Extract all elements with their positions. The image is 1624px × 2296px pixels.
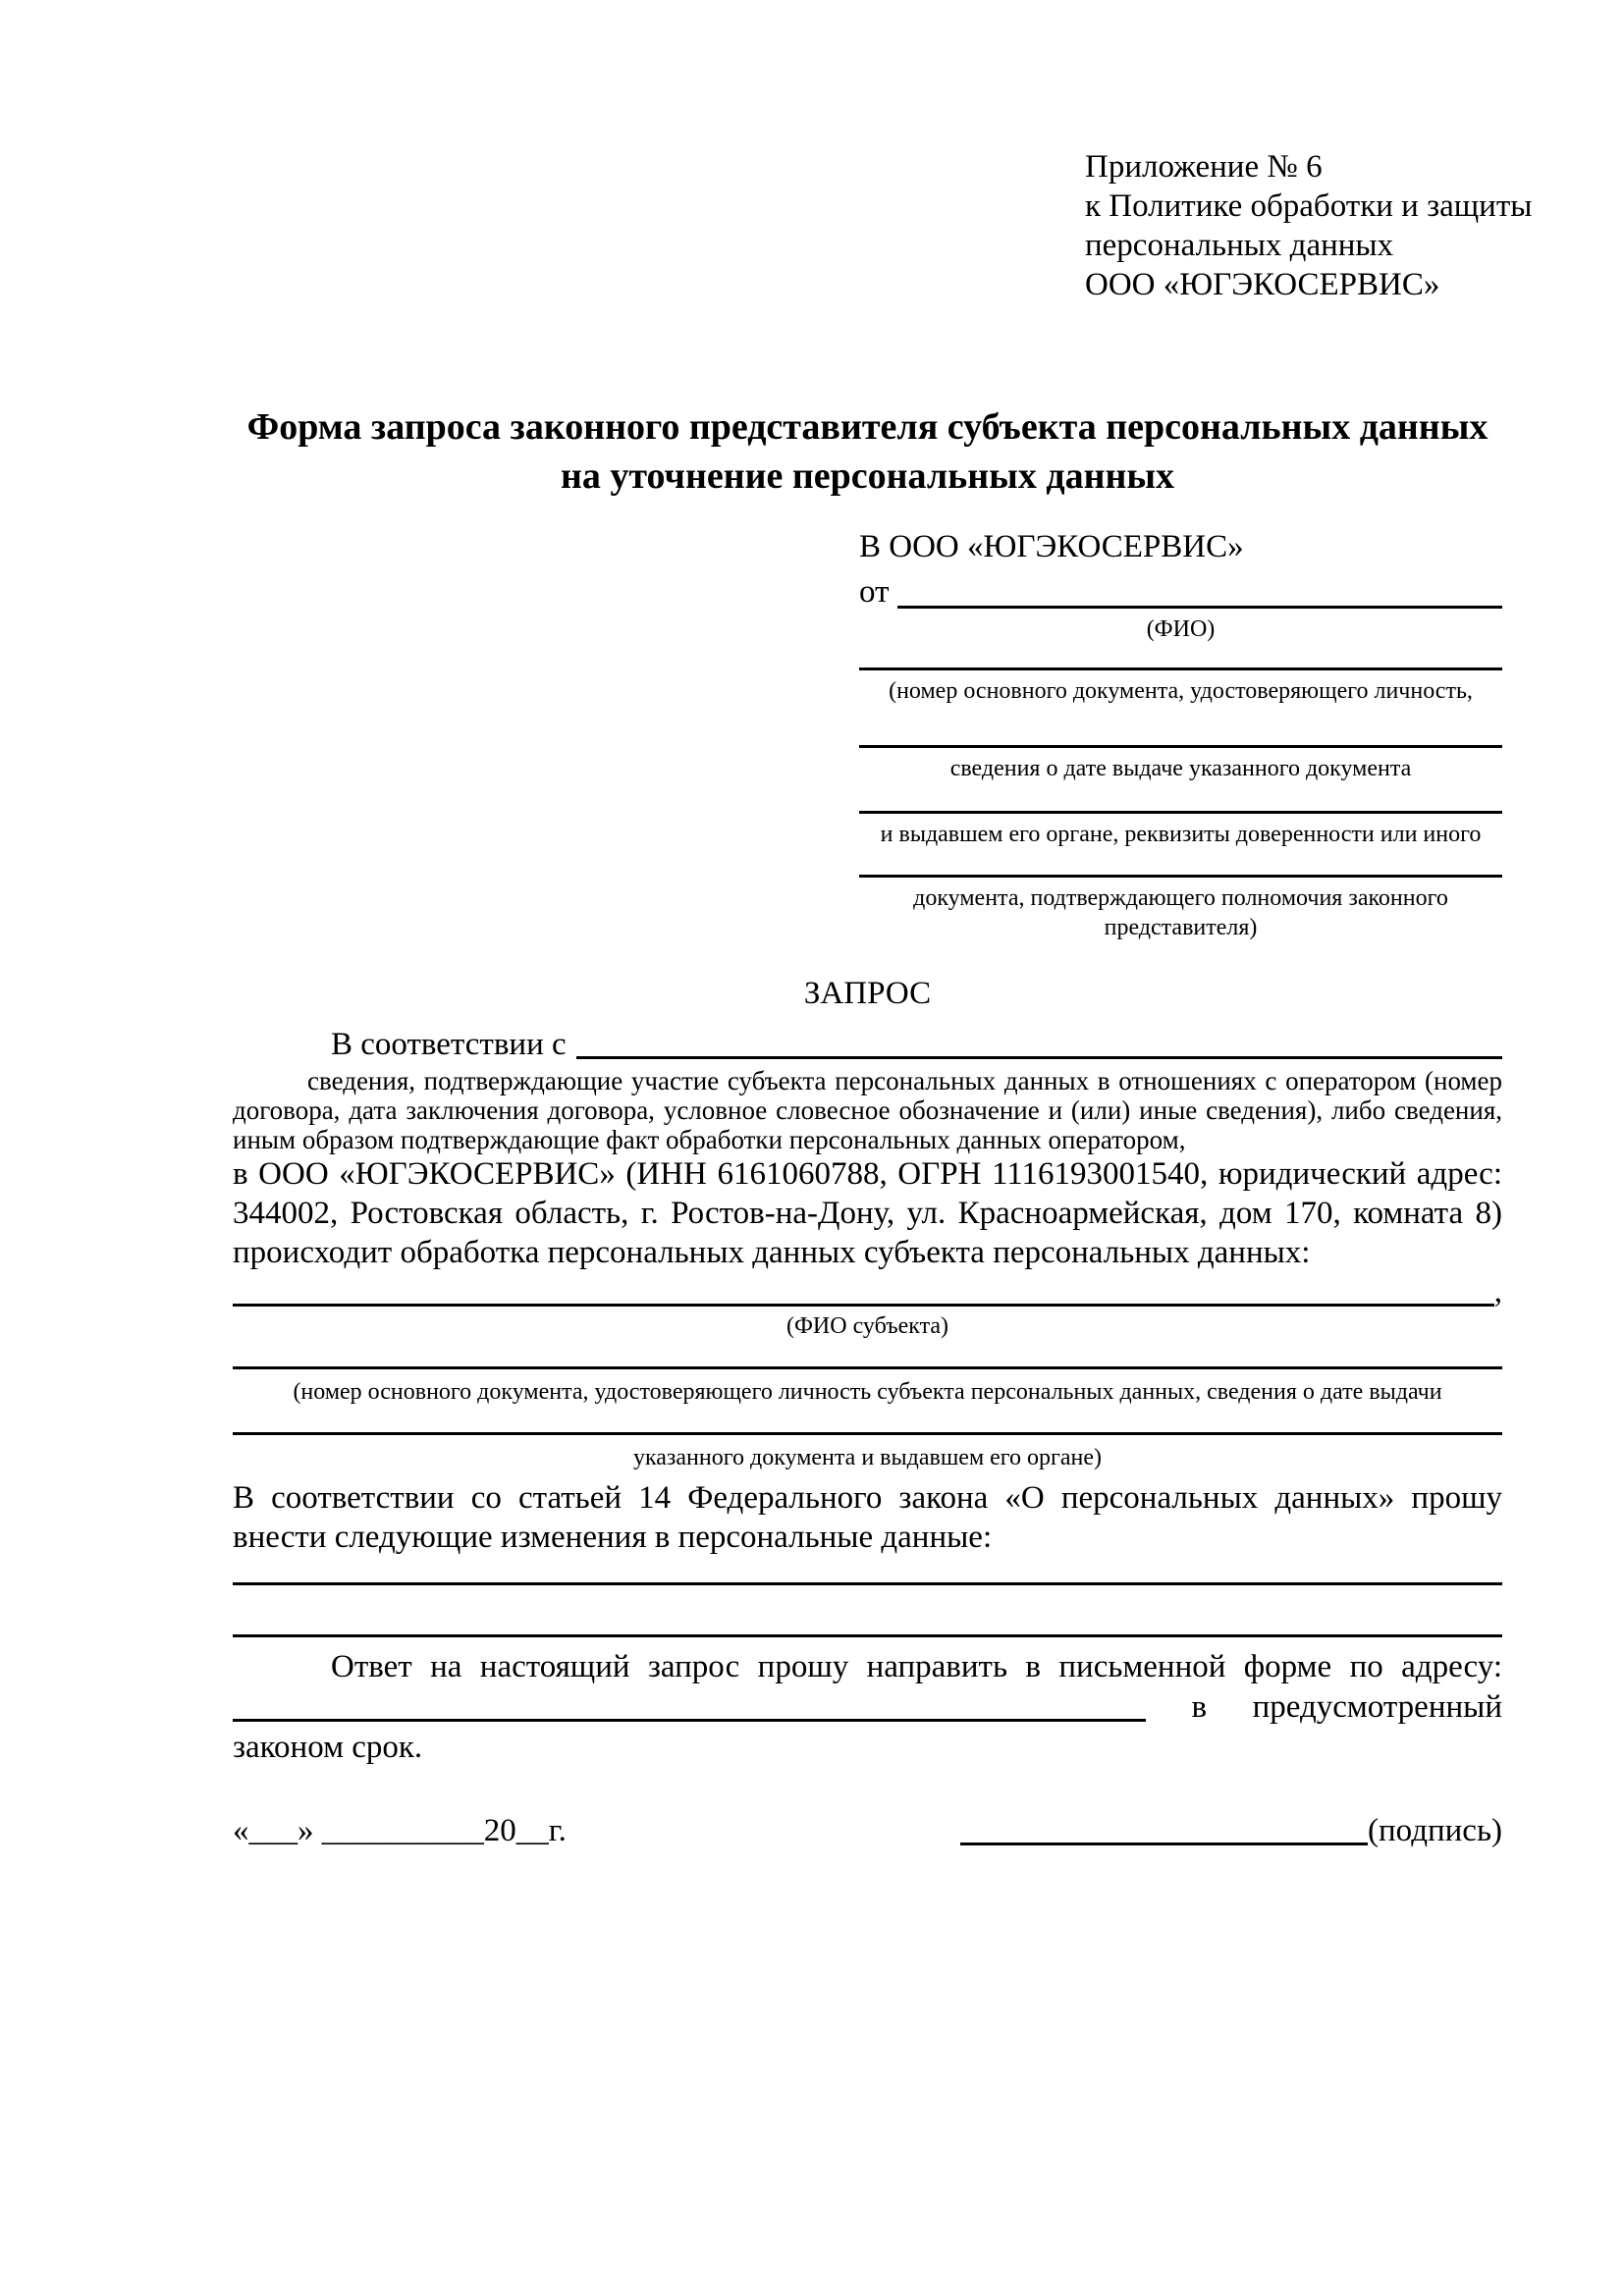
operator-paragraph-line: происходит обработка персональных данных субъекта персональных данных:	[233, 1235, 1311, 1270]
subject-fio-blank-line	[233, 1272, 1494, 1307]
appendix-note	[1085, 147, 1533, 304]
subject-doc-blank-line	[233, 1432, 1502, 1435]
appendix-note-line: Приложение № 6	[1085, 149, 1323, 185]
appendix-note-line: персональных данных	[1085, 228, 1394, 263]
addressee-blank-caption: и выдавшем его органе, реквизиты доверенности или иного	[880, 822, 1482, 847]
changes-blank-line	[233, 1634, 1502, 1637]
changes-blank-line	[233, 1582, 1502, 1585]
statement-line: В соответствии со статьей 14 Федерального закона «О персональных данных» прошу	[233, 1480, 1502, 1516]
answer-line3: законом срок.	[233, 1730, 423, 1765]
subject-doc-caption: указанного документа и выдавшем его органе)	[632, 1445, 1103, 1470]
from-blank-line	[897, 569, 1503, 609]
document-title-line2: на уточнение персональных данных	[560, 455, 1175, 497]
appendix-note-line: ООО «ЮГЭКОСЕРВИС»	[1085, 267, 1440, 302]
addressee-block	[859, 524, 1502, 942]
signature-row	[233, 1811, 1502, 1851]
addressee-blank-line	[859, 745, 1502, 748]
fio-caption: (ФИО)	[1146, 616, 1216, 642]
operator-paragraph-line: в ООО «ЮГЭКОСЕРВИС» (ИНН 6161060788, ОГРН 1116193001540, юридический адрес:	[233, 1156, 1502, 1192]
answer-paragraph	[233, 1647, 1502, 1768]
answer-word-b: предусмотренный	[1252, 1689, 1502, 1725]
addressee-blank-caption: (номер основного документа, удостоверяющего личность,	[889, 678, 1473, 704]
document-title-line1: Форма запроса законного представителя субъекта персональных данных	[246, 406, 1489, 448]
statement-line: внести следующие изменения в персональные данные:	[233, 1520, 993, 1555]
addressee-blank-caption: документа, подтверждающего полномочия законного представителя)	[913, 885, 1448, 940]
intro-row	[233, 1023, 1502, 1066]
subject-fio-row	[233, 1272, 1502, 1311]
date-blank: «___» __________20__г.	[233, 1813, 567, 1848]
subject-doc-blank-line	[233, 1366, 1502, 1369]
operator-paragraph-line: 344002, Ростовская область, г. Ростов-на-Дону, ул. Красноармейская, дом 170, комната 8)	[233, 1196, 1502, 1231]
from-row	[859, 569, 1502, 614]
addressee-blank-caption: сведения о дате выдаче указанного документа	[949, 756, 1412, 781]
addressee-blank-line	[859, 875, 1502, 878]
signature-area	[960, 1811, 1502, 1851]
subject-fio-comma: ,	[1493, 1274, 1502, 1309]
intro-label: В соответствии с	[331, 1027, 567, 1062]
statement-paragraph	[233, 1478, 1502, 1557]
request-heading: ЗАПРОС	[803, 976, 932, 1011]
addressee-blank-line	[859, 811, 1502, 814]
subject-fio-caption: (ФИО субъекта)	[785, 1313, 949, 1339]
intro-blank-line	[576, 1023, 1502, 1059]
addressee-organization: В ООО «ЮГЭКОСЕРВИС»	[859, 529, 1244, 564]
answer-line1: Ответ на настоящий запрос прошу направить в письменной форме по адресу:	[331, 1649, 1502, 1684]
document-title	[233, 402, 1502, 501]
answer-word-a: в	[1191, 1689, 1208, 1725]
answer-address-blank-line	[233, 1719, 1146, 1722]
subject-doc-caption: (номер основного документа, удостоверяющего личность субъекта персональных данных, сведения о дате выдачи	[293, 1379, 1442, 1405]
addressee-blank-line	[859, 667, 1502, 670]
signature-caption: (подпись)	[1368, 1813, 1502, 1848]
appendix-note-line: к Политике обработки и защиты	[1085, 188, 1533, 224]
signature-blank-line	[960, 1842, 1368, 1845]
from-label: от	[859, 574, 890, 610]
intro-fine-print: сведения, подтверждающие участие субъекта персональных данных в отношениях с оператором (номер договора, дата заключения договора, условное словесное обозначение и (или) иные сведения), либо сведения, иным образом подтверждающие факт обработки персональных данных оператором,	[233, 1066, 1502, 1154]
operator-paragraph	[233, 1154, 1502, 1272]
answer-address-row	[233, 1687, 1502, 1728]
